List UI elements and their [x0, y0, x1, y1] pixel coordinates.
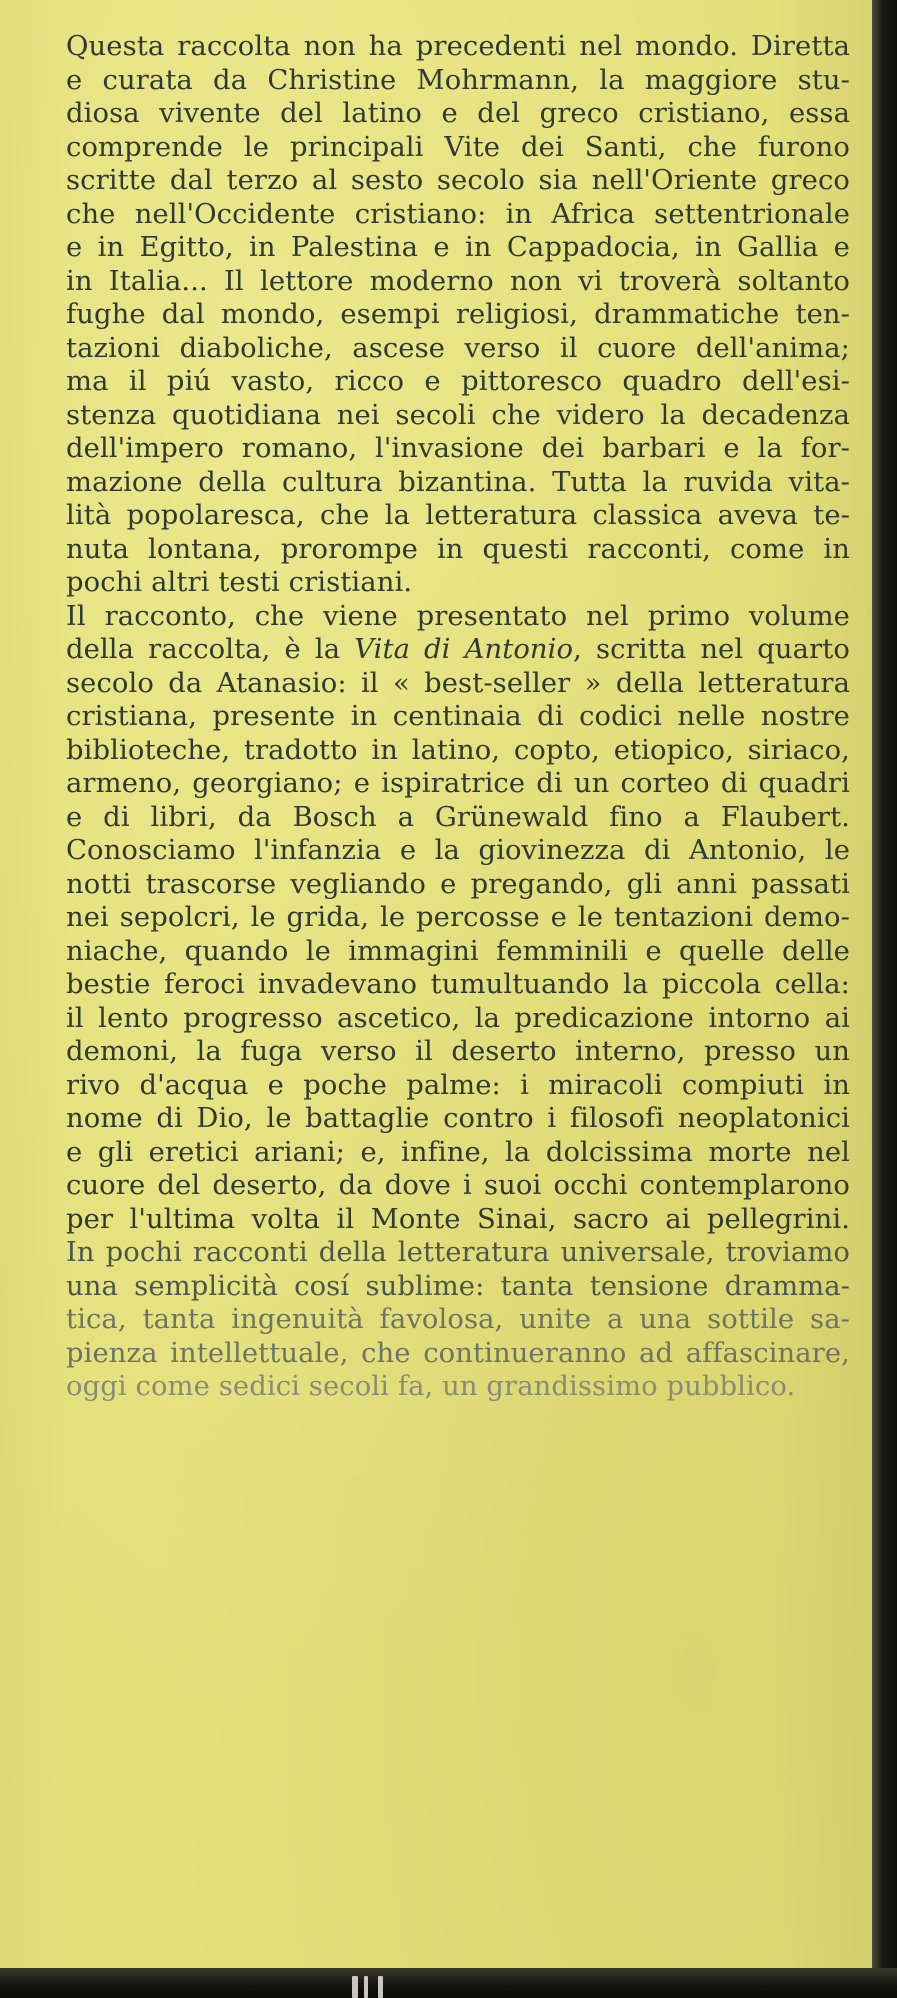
text-line: dell'impero romano, l'invasione dei barbari e la for-	[66, 433, 850, 464]
scan-edge-mark	[364, 1976, 368, 1998]
text-line: rivo d'acqua e poche palme: i miracoli compiuti in	[66, 1069, 850, 1101]
text-line: una semplicità cosí sublime: tanta tensione dramma-	[66, 1270, 850, 1302]
text-line: armeno, georgiano; e ispiratrice di un corteo di quadri	[66, 768, 850, 799]
text-line: nome di Dio, le battaglie contro i filosofi neoplatonici	[66, 1103, 850, 1134]
text-line: pienza intellettuale, che continueranno ad affascinare,	[66, 1337, 850, 1369]
text-line: niache, quando le immagini femminili e quelle delle	[66, 935, 850, 967]
text-line: per l'ultima volta il Monte Sinai, sacro ai pellegrini.	[66, 1203, 850, 1235]
text-line: della raccolta, è la Vita di Antonio, scritta nel quarto	[66, 634, 850, 665]
text-line: mazione della cultura bizantina. Tutta la ruvida vita-	[66, 466, 850, 498]
text-line: e curata da Christine Mohrmann, la maggiore stu-	[66, 64, 850, 96]
text-line: oggi come sedici secoli fa, un grandissimo pubblico.	[66, 1371, 796, 1402]
text-line: in Italia... Il lettore moderno non vi troverà soltanto	[66, 265, 850, 297]
text-line: Questa raccolta non ha precedenti nel mondo. Diretta	[66, 31, 850, 62]
text-line: In pochi racconti della letteratura universale, troviamo	[66, 1237, 850, 1268]
scan-edge-bottom	[0, 1968, 897, 1998]
text-line: ma il piú vasto, ricco e pittoresco quadro dell'esi-	[66, 366, 850, 397]
text-line: secolo da Atanasio: il « best-seller » della letteratura	[66, 667, 850, 699]
text-line: lità popolaresca, che la letteratura classica aveva te-	[66, 500, 850, 531]
text-line: notti trascorse vegliando e pregando, gli anni passati	[66, 868, 850, 900]
text-line: demoni, la fuga verso il deserto interno, presso un	[66, 1036, 850, 1067]
text-line: che nell'Occidente cristiano: in Africa settentrionale	[66, 198, 850, 230]
text-line: Conosciamo l'infanzia e la giovinezza di Antonio, le	[66, 835, 850, 866]
text-line: Il racconto, che viene presentato nel primo volume	[66, 600, 850, 632]
scan-edge-mark	[352, 1976, 358, 1998]
text-line: biblioteche, tradotto in latino, copto, etiopico, siriaco,	[66, 734, 850, 766]
text-line: tazioni diaboliche, ascese verso il cuore dell'anima;	[66, 332, 850, 364]
text-line: nei sepolcri, le grida, le percosse e le tentazioni demo-	[66, 902, 850, 933]
blurb-text	[66, 30, 850, 1404]
text-line: nuta lontana, prorompe in questi racconti, come in	[66, 533, 850, 565]
text-line: stenza quotidiana nei secoli che videro la decadenza	[66, 399, 850, 431]
scan-edge-right	[872, 0, 897, 1998]
text-line: pochi altri testi cristiani.	[66, 567, 413, 598]
text-line: e gli eretici ariani; e, infine, la dolcissima morte nel	[66, 1136, 850, 1168]
text-line: tica, tanta ingenuità favolosa, unite a una sottile sa-	[66, 1304, 850, 1335]
text-line: cristiana, presente in centinaia di codici nelle nostre	[66, 701, 850, 732]
text-line: fughe dal mondo, esempi religiosi, drammatiche ten-	[66, 299, 850, 330]
scan-edge-mark	[378, 1976, 383, 1998]
text-line: comprende le principali Vite dei Santi, che furono	[66, 131, 850, 163]
text-line: e di libri, da Bosch a Grünewald fino a Flaubert.	[66, 801, 850, 833]
text-line: diosa vivente del latino e del greco cristiano, essa	[66, 98, 850, 129]
text-line: scritte dal terzo al sesto secolo sia nell'Oriente greco	[66, 165, 850, 196]
text-line: bestie feroci invadevano tumultuando la piccola cella:	[66, 969, 850, 1000]
text-line: e in Egitto, in Palestina e in Cappadocia, in Gallia e	[66, 232, 850, 263]
book-title-italic: Vita di Antonio	[354, 634, 574, 665]
text-line: cuore del deserto, da dove i suoi occhi contemplarono	[66, 1170, 850, 1201]
text-line: il lento progresso ascetico, la predicazione intorno ai	[66, 1002, 850, 1034]
